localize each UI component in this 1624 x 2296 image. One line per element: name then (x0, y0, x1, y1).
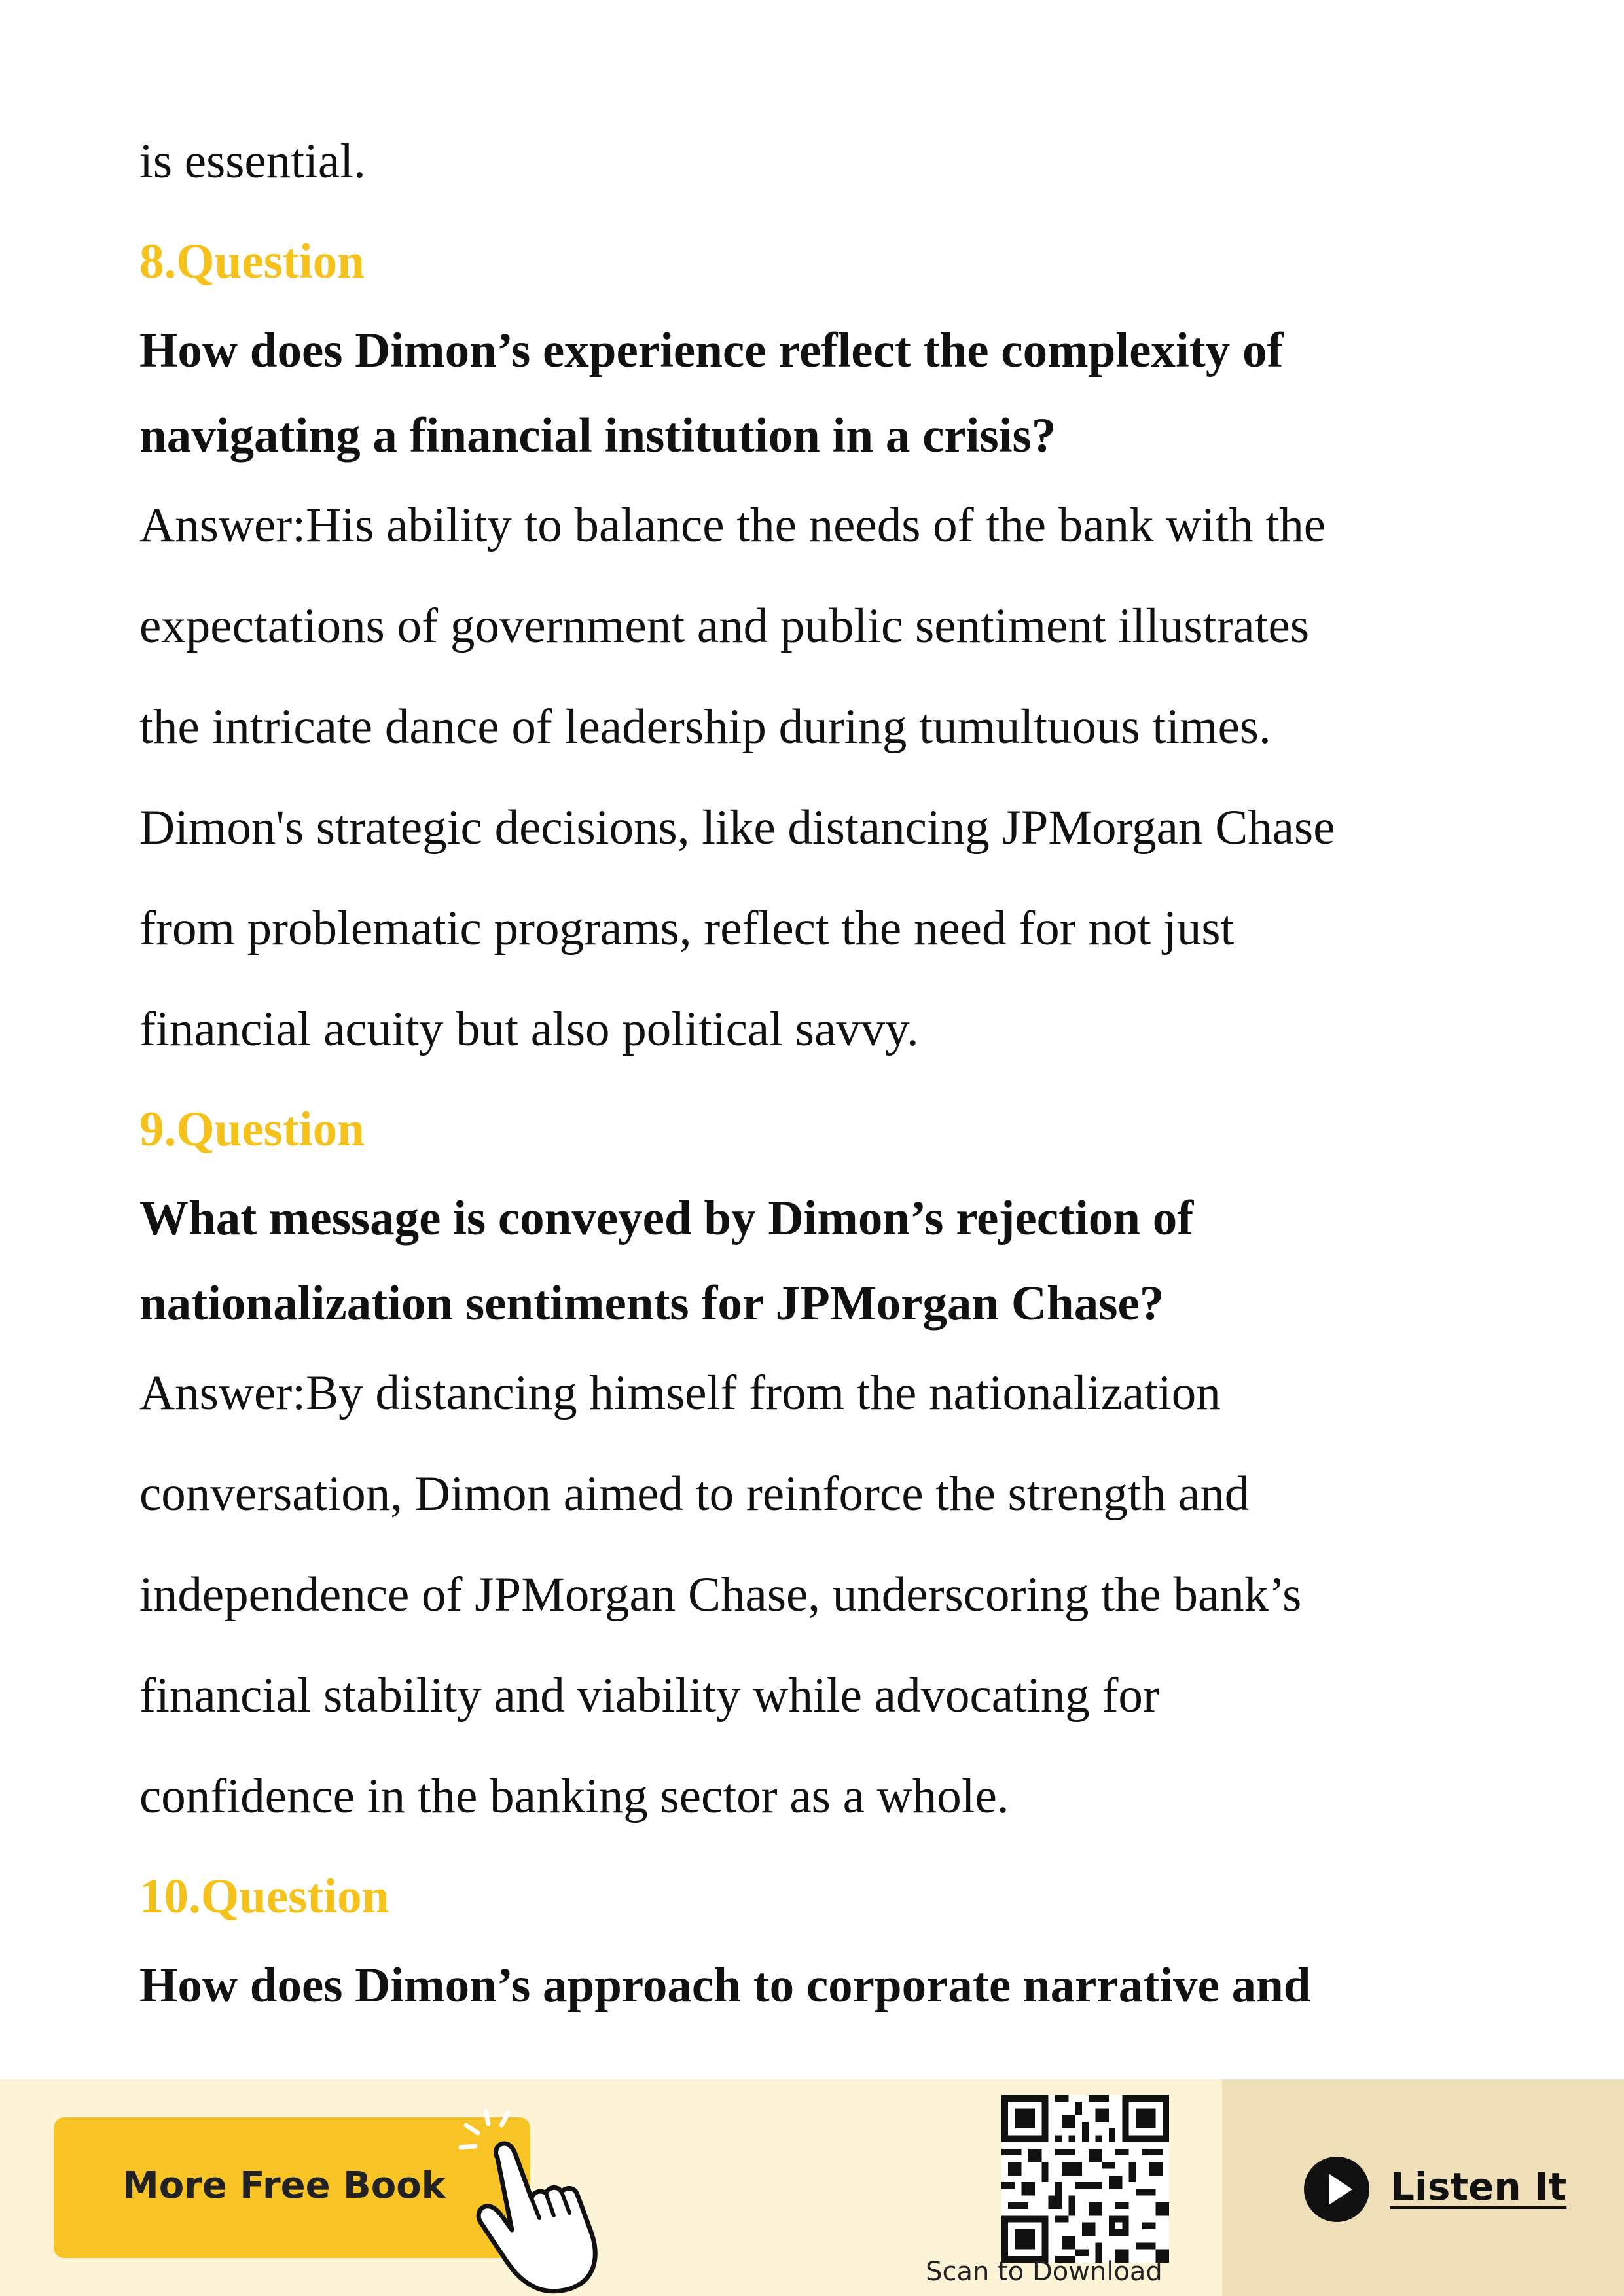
question-line: navigating a financial institution in a crisis? (139, 408, 1056, 463)
question-line: nationalization sentiments for JPMorgan Chase? (139, 1276, 1164, 1331)
pointing-hand-icon (452, 2106, 622, 2295)
question-8 (139, 229, 1501, 1080)
listen-it-button[interactable] (1303, 2153, 1567, 2225)
answer-line: Dimon's strategic decisions, like distancing JPMorgan Chase (139, 800, 1335, 855)
listen-it-label: Listen It (1390, 2164, 1567, 2209)
answer-line: the intricate dance of leadership during tumultuous times. (139, 700, 1271, 754)
answer-line: from problematic programs, reflect the need for not just (139, 901, 1235, 956)
footer-bar (0, 2079, 1624, 2296)
more-free-book-label: More Free Book (122, 2164, 446, 2207)
question-line: What message is conveyed by Dimon’s rejection of (139, 1191, 1194, 1246)
answer-line: independence of JPMorgan Chase, underscoring the bank’s (139, 1568, 1302, 1622)
answer-line: confidence in the banking sector as a whole. (139, 1769, 1009, 1823)
question-9 (139, 1097, 1501, 1847)
question-heading: 8.Question (139, 234, 365, 289)
answer-line: expectations of government and public sentiment illustrates (139, 599, 1310, 653)
answer-line: financial acuity but also political savvy. (139, 1002, 919, 1056)
page-content (139, 111, 1501, 2032)
answer-line: conversation, Dimon aimed to reinforce the strength and (139, 1467, 1250, 1521)
answer-line: Answer:His ability to balance the needs of the bank with the (139, 498, 1326, 552)
scan-to-download-label: Scan to Download (926, 2257, 1163, 2287)
intro-tail: is essential. (139, 134, 366, 188)
question-heading: 9.Question (139, 1102, 365, 1157)
answer-line: financial stability and viability while advocating for (139, 1668, 1159, 1723)
question-heading: 10.Question (139, 1869, 389, 1924)
question-line: How does Dimon’s experience reflect the complexity of (139, 323, 1284, 378)
qr-code-icon[interactable] (1001, 2095, 1169, 2263)
question-10 (139, 1864, 1501, 2032)
answer-line: Answer:By distancing himself from the nationalization (139, 1366, 1221, 1420)
question-line: How does Dimon’s approach to corporate narrative and (139, 1958, 1311, 2013)
play-icon (1303, 2155, 1371, 2223)
